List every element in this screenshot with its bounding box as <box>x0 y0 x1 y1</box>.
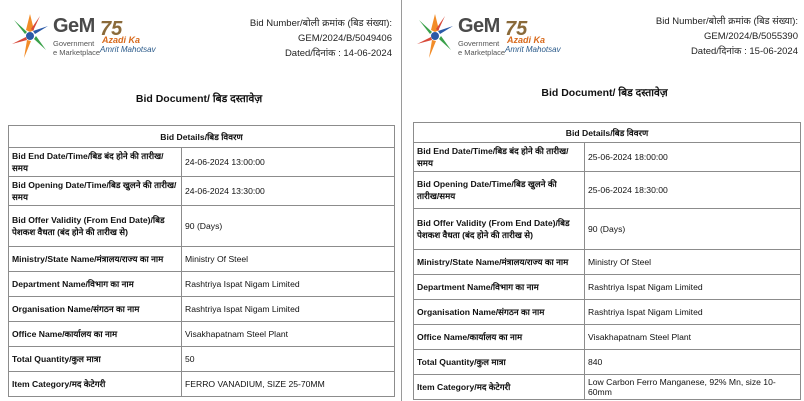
dated-value: 14-06-2024 <box>343 48 392 59</box>
gem-line-1: Government <box>53 39 95 48</box>
table-row <box>414 375 801 400</box>
gem-line-1: Government <box>458 39 500 48</box>
azadi-text: Azadi Ka <box>507 35 546 45</box>
azadi-ka-amrit-mahotsav-logo <box>100 18 160 58</box>
seventy-mark: 75 <box>505 18 528 40</box>
row-label: Bid End Date/Time/बिड बंद होने की तारीख/समय <box>9 148 182 177</box>
table-row <box>414 325 801 350</box>
row-value: 840 <box>585 350 801 375</box>
row-label: Bid Opening Date/Time/बिड खुलने की तारीख/समय <box>9 177 182 206</box>
table-row <box>414 300 801 325</box>
dated-label: Dated/दिनांक : <box>284 48 341 59</box>
row-value: Ministry Of Steel <box>182 247 395 272</box>
amrit-text: Amrit Mahotsav <box>505 45 561 54</box>
table-row <box>414 143 801 172</box>
row-label: Department Name/विभाग का नाम <box>9 272 182 297</box>
table-row <box>9 297 395 322</box>
bid-document-right <box>405 0 804 401</box>
row-label: Office Name/कार्यालय का नाम <box>414 325 585 350</box>
dated-value: 15-06-2024 <box>749 46 798 57</box>
row-value: 90 (Days) <box>182 206 395 247</box>
bid-details-table <box>8 125 395 397</box>
section-heading: Bid Details/बिड विवरण <box>414 123 801 143</box>
gem-wordmark: GeM <box>53 15 95 37</box>
table-row <box>9 322 395 347</box>
row-label: Total Quantity/कुल मात्रा <box>414 350 585 375</box>
row-value: Ministry Of Steel <box>585 250 801 275</box>
gem-line-2: e Marketplace <box>53 48 101 57</box>
row-value: Rashtriya Ispat Nigam Limited <box>585 275 801 300</box>
row-label: Bid End Date/Time/बिड बंद होने की तारीख/समय <box>414 143 585 172</box>
row-label: Item Category/मद केटेगरी <box>9 372 182 397</box>
table-row <box>9 206 395 247</box>
row-label: Item Category/मद केटेगरी <box>414 375 585 400</box>
page-title: Bid Document/ बिड दस्तावेज़ <box>135 93 263 105</box>
amrit-text: Amrit Mahotsav <box>100 45 156 54</box>
table-header-row <box>414 123 801 143</box>
row-label: Office Name/कार्यालय का नाम <box>9 322 182 347</box>
table-row <box>414 275 801 300</box>
bid-number: GEM/2024/B/5049406 <box>297 33 392 44</box>
gem-logo <box>10 12 101 60</box>
row-value: Visakhapatnam Steel Plant <box>585 325 801 350</box>
seventy-mark: 75 <box>100 18 123 40</box>
table-row <box>414 209 801 250</box>
row-label: Bid Opening Date/Time/बिड खुलने की तारीख/समय <box>414 172 585 209</box>
row-value: Visakhapatnam Steel Plant <box>182 322 395 347</box>
row-value: 24-06-2024 13:30:00 <box>182 177 395 206</box>
bid-header-info <box>250 16 392 61</box>
row-value: Rashtriya Ispat Nigam Limited <box>182 272 395 297</box>
bid-number: GEM/2024/B/5055390 <box>703 31 798 42</box>
row-value: 25-06-2024 18:00:00 <box>585 143 801 172</box>
row-value: 90 (Days) <box>585 209 801 250</box>
table-row <box>9 372 395 397</box>
table-row <box>9 177 395 206</box>
azadi-ka-amrit-mahotsav-logo <box>505 18 565 58</box>
table-row <box>9 272 395 297</box>
row-value: 25-06-2024 18:30:00 <box>585 172 801 209</box>
bid-number-label: Bid Number/बोली क्रमांक (बिड संख्या): <box>249 18 392 29</box>
table-row <box>414 350 801 375</box>
row-value: Rashtriya Ispat Nigam Limited <box>585 300 801 325</box>
gem-logo <box>415 12 506 60</box>
table-row <box>9 148 395 177</box>
row-label: Ministry/State Name/मंत्रालय/राज्य का नाम <box>9 247 182 272</box>
table-header-row <box>9 126 395 148</box>
section-heading: Bid Details/बिड विवरण <box>9 126 395 148</box>
bid-header-info <box>656 14 798 59</box>
row-label: Bid Offer Validity (From End Date)/बिड पेशकश वैधता (बंद होने की तारीख से) <box>9 206 182 247</box>
row-label: Ministry/State Name/मंत्रालय/राज्य का नाम <box>414 250 585 275</box>
table-row <box>9 347 395 372</box>
row-value: Low Carbon Ferro Manganese, 92% Mn, size 10-60mm <box>585 375 801 400</box>
row-value: FERRO VANADIUM, SIZE 25-70MM <box>182 372 395 397</box>
gem-logo-icon <box>415 12 455 60</box>
row-label: Organisation Name/संगठन का नाम <box>414 300 585 325</box>
page-divider <box>398 0 405 401</box>
page-title: Bid Document/ बिड दस्तावेज़ <box>541 87 668 99</box>
row-value: Rashtriya Ispat Nigam Limited <box>182 297 395 322</box>
row-value: 50 <box>182 347 395 372</box>
bid-number-label: Bid Number/बोली क्रमांक (बिड संख्या): <box>655 16 798 27</box>
gem-line-2: e Marketplace <box>458 48 506 57</box>
dated-label: Dated/दिनांक : <box>690 46 747 57</box>
row-label: Total Quantity/कुल मात्रा <box>9 347 182 372</box>
row-label: Department Name/विभाग का नाम <box>414 275 585 300</box>
row-value: 24-06-2024 13:00:00 <box>182 148 395 177</box>
table-row <box>9 247 395 272</box>
bid-details-table <box>413 122 801 400</box>
gem-logo-icon <box>10 12 50 60</box>
table-row <box>414 250 801 275</box>
table-row <box>414 172 801 209</box>
bid-document-left <box>0 0 398 401</box>
row-label: Bid Offer Validity (From End Date)/बिड पेशकश वैधता (बंद होने की तारीख से) <box>414 209 585 250</box>
row-label: Organisation Name/संगठन का नाम <box>9 297 182 322</box>
azadi-text: Azadi Ka <box>102 35 141 45</box>
gem-wordmark: GeM <box>458 15 500 37</box>
